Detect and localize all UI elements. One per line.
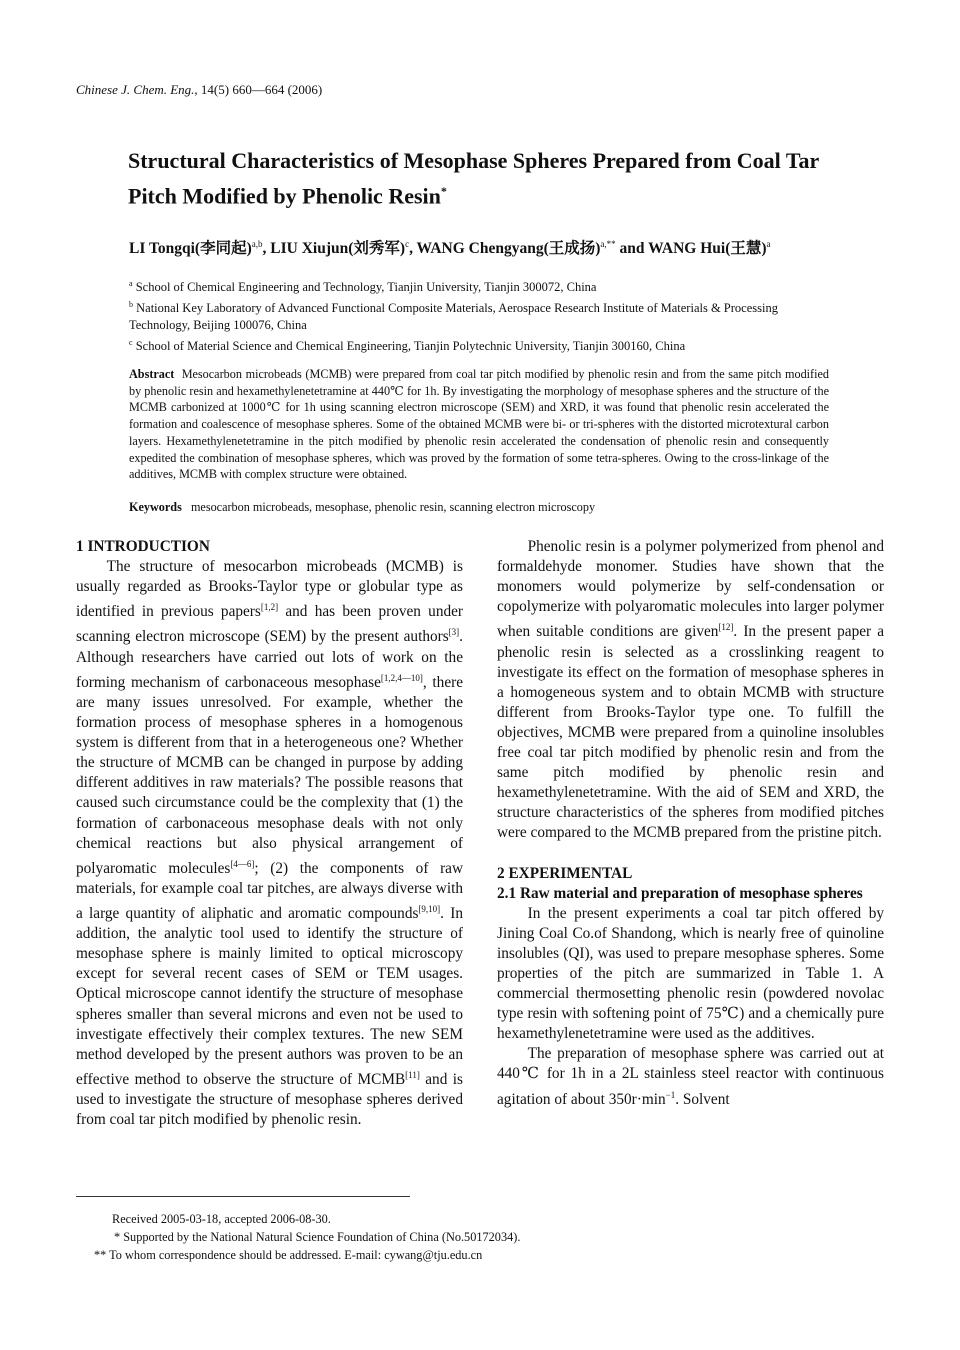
paper-title (128, 146, 848, 211)
author-affil-mark: c (405, 239, 410, 249)
text-run: Phenolic resin is a polymer polymerized from phenol and formaldehyde monomer. Studies have shown that the monomers would polymerize by self-condensation or copolymerize with polyaromatic molecules into larger polymer when suitable conditions are given (497, 538, 884, 641)
author-sep: , (262, 240, 271, 258)
title-text: Structural Characteristics of Mesophase Spheres Prepared from Coal Tar Pitch Modified by Phenolic Resin (128, 148, 819, 209)
text-run: and is used to investigate the structure of mesophase spheres derived from coal tar pitch modified by phenolic resin. (76, 1070, 463, 1129)
author-sep: and (615, 240, 649, 258)
author-affil-mark: a,** (600, 239, 616, 249)
paragraph (497, 1044, 884, 1109)
affiliation (129, 334, 834, 355)
text-run: The structure of mesocarbon microbeads (MCMB) is usually regarded as Brooks-Taylor type or globular type as identified in previous papers (76, 558, 463, 621)
text-run: . In addition, the analytic tool used to identify the structure of mesophase sphere is mainly limited to optical microscopy except for several recent cases of SEM or TEM usages. Optical microscope cannot identify the structure of mesophase spheres smaller than several microns and even not be used to investigate effectively their complex textures. The new SEM method developed by the present authors was proven to be an effective method to observe the structure of MCMB (76, 905, 463, 1088)
citation: [3] (448, 627, 460, 638)
left-column (76, 537, 463, 1130)
citation: [9,10] (418, 903, 441, 914)
text-run: and has been proven under scanning electron microscope (SEM) by the present authors (76, 603, 463, 646)
author: WANG Hui(王慧) (648, 240, 767, 258)
paragraph (76, 557, 463, 1130)
affiliation-mark: a (129, 279, 133, 288)
author-affil-mark: a,b (251, 239, 263, 249)
text-run: ; (2) the components of raw materials, for example coal tar pitches, are always diverse with a large quantity of aliphatic and aromatic compounds (76, 859, 463, 923)
author: LIU Xiujun(刘秀军) (270, 240, 406, 258)
citation: [4—6] (230, 858, 255, 869)
affiliation-mark: b (129, 300, 133, 310)
journal-citation (76, 82, 322, 98)
author-affil-mark: a (766, 239, 771, 249)
author-list (129, 234, 834, 259)
right-column (497, 537, 884, 1110)
affiliation-text: School of Material Science and Chemical Engineering, Tianjin Polytechnic University, Tianjin 300160, China (135, 339, 686, 354)
text-run: . Although researchers have carried out lots of work on the forming mechanism of carbonaceous mesophase (76, 628, 463, 691)
section-heading-introduction: 1 INTRODUCTION (76, 538, 210, 555)
unit-exponent: −1 (665, 1089, 676, 1100)
abstract (129, 366, 829, 483)
affiliation (129, 296, 834, 334)
paragraph (497, 537, 884, 844)
subsection-heading: 2.1 Raw material and preparation of mesophase spheres (497, 884, 863, 902)
abstract-text: Mesocarbon microbeads (MCMB) were prepared from coal tar pitch modified by phenolic resin and from the same pitch modified by phenolic resin and hexamethylenetetramine at 440℃ for 1h. By investigating the morphology of mesophase spheres and the structure of the MCMB carbonized at 1000℃ for 1h using scanning electron microscope (SEM) and XRD, it was found that phenolic resin accelerated the formation and coalescence of mesophase spheres. Some of the obtained MCMB were bi- or tri-spheres with the distorted microtextural carbon layers. Hexamethylenetetramine in the pitch modified by phenolic resin accelerated the condensation of phenolic resin and consequently expedited the combination of mesophase spheres, which was proved by the formation of some tetra-spheres. Owing to the cross-linkage of the additives, MCMB with complex structure were obtained. (129, 367, 830, 482)
citation: [1,2,4—10] (380, 672, 423, 683)
text-run: The preparation of mesophase sphere was carried out at 440℃ for 1h in a 2L stainless steel reactor with continuous agitation of about 350r·min (497, 1045, 884, 1108)
author-sep: , (409, 240, 417, 258)
citation: [1,2] (260, 602, 279, 613)
paragraph: In the present experiments a coal tar pitch offered by Jining Coal Co.of Shandong, which is nearly free of quinoline insolubles (QI), was used to prepare mesophase spheres. Some properties of the pitch are summarized in Table 1. A commercial thermosetting phenolic resin (powdered novolac type resin with softening point of 75℃) and a chemically pure hexamethylenetetramine were used as the additives. (497, 904, 884, 1043)
citation: [12] (718, 622, 734, 633)
footnote: ** To whom correspondence should be addressed. E-mail: cywang@tju.edu.cn (94, 1248, 483, 1262)
citation: [11] (405, 1069, 420, 1080)
keywords (129, 500, 829, 515)
affiliation-text: National Key Laboratory of Advanced Functional Composite Materials, Aerospace Research Institute of Materials & Processing Technology, Beijing 100076, China (129, 301, 778, 333)
text-run: . Solvent (675, 1090, 730, 1108)
footnote-rule (76, 1196, 410, 1197)
section-heading-experimental: 2 EXPERIMENTAL (497, 864, 633, 882)
affiliation-mark: c (129, 338, 133, 348)
keywords-text: mesocarbon microbeads, mesophase, phenolic resin, scanning electron microscopy (190, 500, 596, 514)
affiliations (129, 275, 834, 355)
text-run: , there are many issues unresolved. For example, whether the formation process of mesophase spheres in a homogenous system is different from that in a heterogeneous one? Whether the structure of MCMB can be changed in purpose by adding different additives in raw materials? The possible reasons that caused such circumstance could be the complexity that (1) the formation of carbonaceous mesophase deals with not only chemical reactions but also physical arrangement of polyaromatic molecules (76, 673, 463, 877)
author: LI Tongqi(李同起) (129, 240, 252, 258)
text-run: . In the present paper a phenolic resin is selected as a crosslinking reagent to investigate its effect on the formation of mesophase spheres in a homogeneous system and to obtain MCMB with structure different from Brooks-Taylor type one. To fulfill the objectives, MCMB were prepared from a quinoline insolubles free coal tar pitch modified by phenolic resin and from the same pitch modified by phenolic resin and hexamethylenetetramine. With the aid of SEM and XRD, the structure characteristics of the spheres from modified pitches were compared to the MCMB prepared from the pristine pitch. (497, 623, 884, 842)
abstract-label: Abstract (129, 367, 175, 381)
affiliation (129, 275, 834, 296)
affiliation-text: School of Chemical Engineering and Technology, Tianjin University, Tianjin 300072, China (135, 280, 597, 295)
keywords-label: Keywords (129, 500, 182, 514)
footnotes (76, 1210, 776, 1264)
footnote: * Supported by the National Natural Science Foundation of China (No.50172034). (114, 1230, 521, 1244)
journal-volume: , 14(5) 660—664 (2006) (194, 82, 323, 97)
author: WANG Chengyang(王成扬) (416, 240, 601, 258)
journal-name: Chinese J. Chem. Eng. (76, 82, 195, 97)
title-footnote-mark: * (440, 184, 447, 198)
footnote: Received 2005-03-18, accepted 2006-08-30. (112, 1212, 331, 1226)
